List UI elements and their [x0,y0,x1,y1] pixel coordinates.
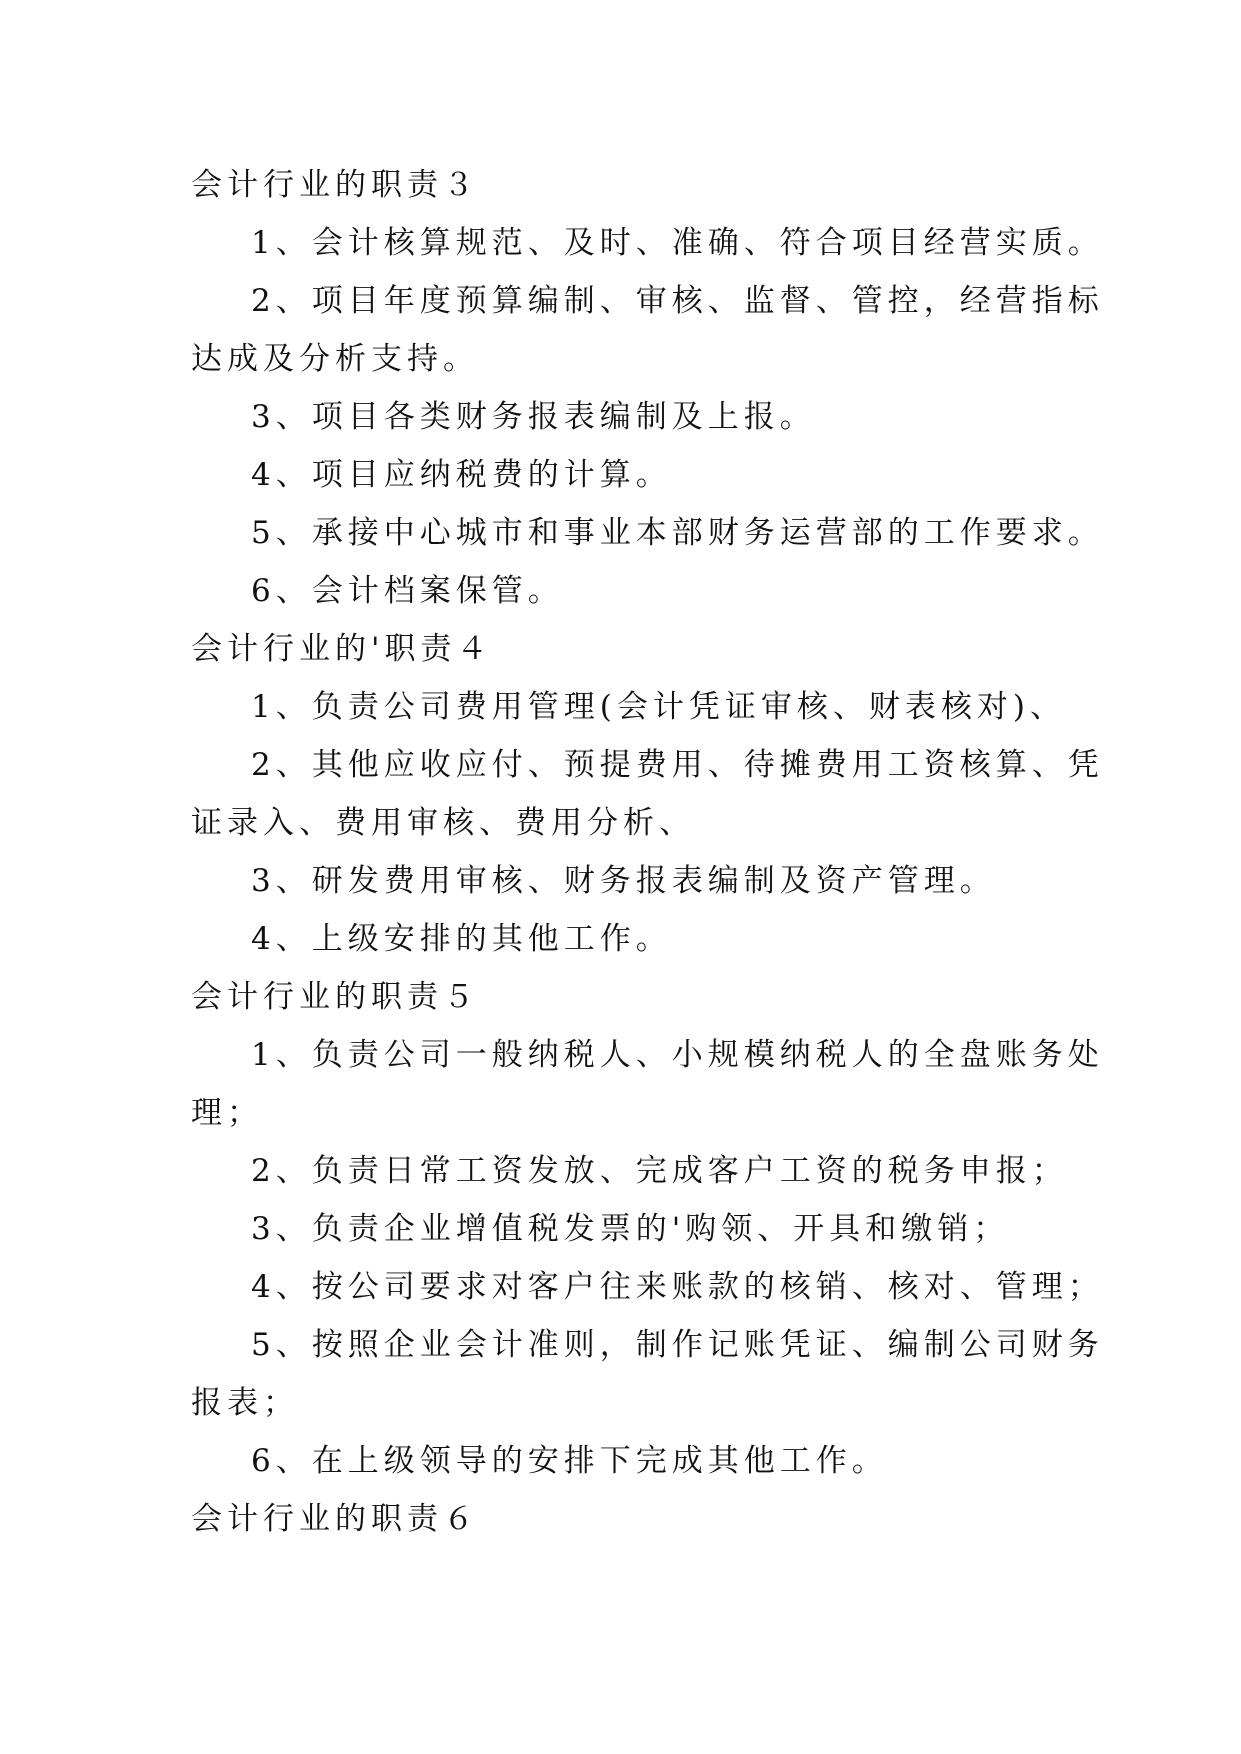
list-item: 1、会计核算规范、及时、准确、符合项目经营实质。 [251,225,1104,261]
list-item: 3、负责企业增值税发票的'购领、开具和缴销； [251,1211,1010,1247]
list-item: 6、会计档案保管。 [251,573,564,609]
list-item-continuation: 达成及分析支持。 [191,341,479,377]
list-item: 4、按公司要求对客户往来账款的核销、核对、管理； [251,1269,1104,1305]
section-heading: 会计行业的职责６ [191,1501,479,1537]
list-item: 2、项目年度预算编制、审核、监督、管控，经营指标 [251,283,1104,319]
list-item: 4、项目应纳税费的计算。 [251,457,672,493]
list-item-continuation: 理； [191,1095,263,1131]
list-item: 2、其他应收应付、预提费用、待摊费用工资核算、凭 [251,747,1104,783]
list-item: 3、项目各类财务报表编制及上报。 [251,399,816,435]
section-heading: 会计行业的'职责４ [191,631,493,667]
list-item: 6、在上级领导的安排下完成其他工作。 [251,1443,888,1479]
list-item-continuation: 报表； [191,1385,299,1421]
list-item: 2、负责日常工资发放、完成客户工资的税务申报； [251,1153,1068,1189]
list-item: 4、上级安排的其他工作。 [251,921,672,957]
list-item: 1、负责公司一般纳税人、小规模纳税人的全盘账务处 [251,1037,1104,1073]
list-item: 3、研发费用审核、财务报表编制及资产管理。 [251,863,996,899]
section-heading: 会计行业的职责５ [191,979,479,1015]
section-heading: 会计行业的职责３ [191,167,479,203]
list-item: 5、承接中心城市和事业本部财务运营部的工作要求。 [251,515,1104,551]
list-item: 5、按照企业会计准则，制作记账凭证、编制公司财务 [251,1327,1104,1363]
list-item: 1、负责公司费用管理(会计凭证审核、财表核对)、 [251,689,1066,725]
list-item-continuation: 证录入、费用审核、费用分析、 [191,805,695,841]
